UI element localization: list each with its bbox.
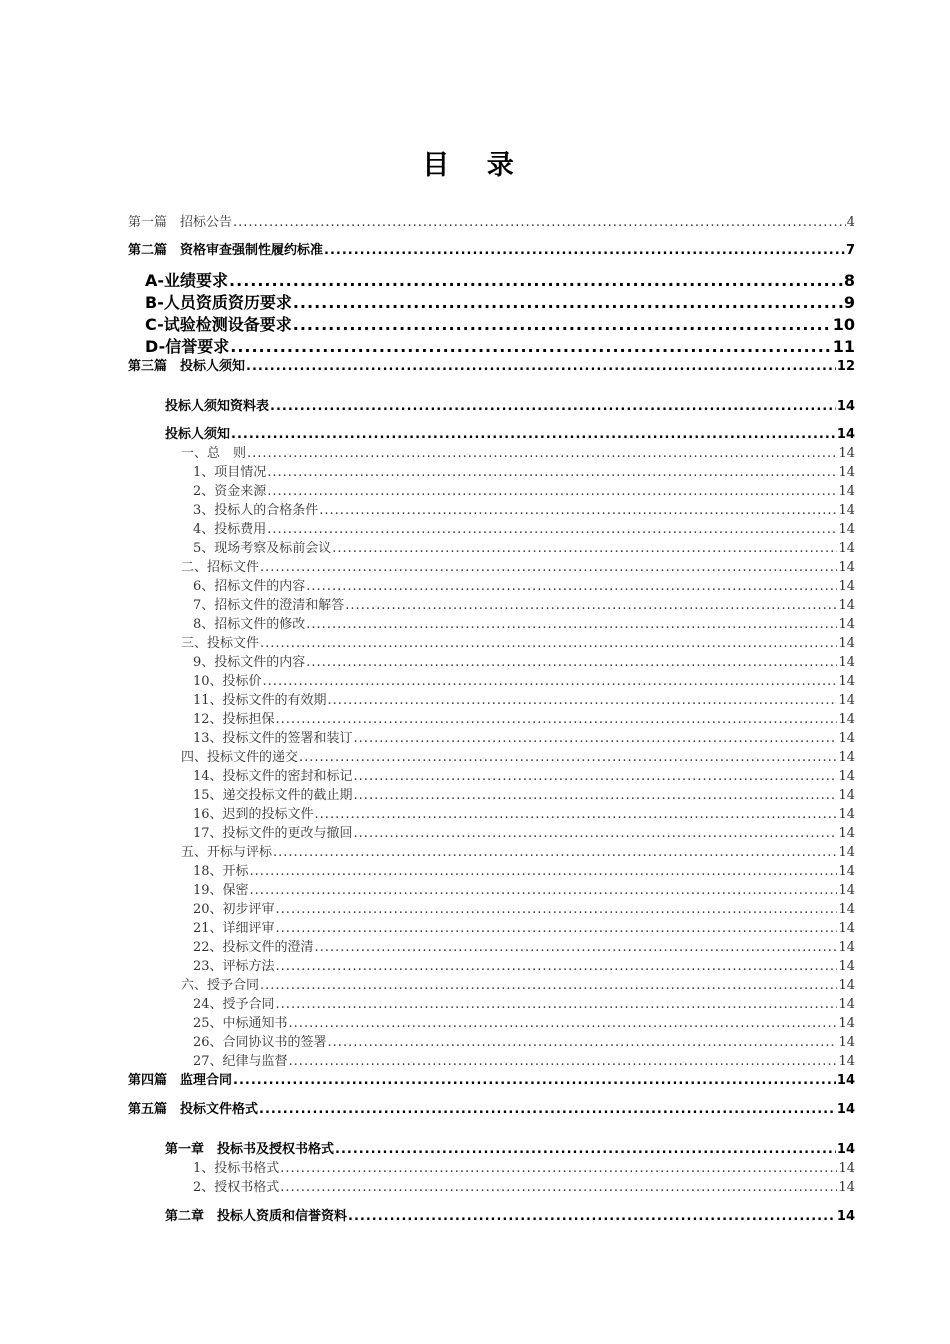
toc-entry[interactable] xyxy=(165,395,855,414)
toc-entry[interactable] xyxy=(193,765,855,784)
toc-entry[interactable] xyxy=(145,334,855,357)
toc-entry-label: 23、评标方法 xyxy=(193,959,275,974)
toc-page-number: 14 xyxy=(838,845,855,860)
toc-dot-leader xyxy=(293,293,843,312)
toc-page-number: 14 xyxy=(836,1073,855,1088)
toc-dot-leader xyxy=(250,864,838,879)
toc-dot-leader xyxy=(273,845,837,860)
toc-page-number: 14 xyxy=(838,731,855,746)
toc-page-number: 9 xyxy=(843,293,855,312)
toc-entry[interactable] xyxy=(181,746,855,765)
toc-entry[interactable] xyxy=(181,556,855,575)
toc-dot-leader xyxy=(306,617,837,632)
toc-page-number: 14 xyxy=(836,1142,855,1157)
toc-entry-label: B-人员资质资历要求 xyxy=(145,293,292,312)
toc-entry[interactable] xyxy=(128,239,855,258)
toc-page-number: 14 xyxy=(838,864,855,879)
toc-entry-label: 1、项目情况 xyxy=(193,465,267,480)
toc-entry-label: 24、授予合同 xyxy=(193,997,275,1012)
toc-entry[interactable] xyxy=(145,268,855,291)
toc-page-number: 14 xyxy=(838,921,855,936)
toc-page-number: 14 xyxy=(838,1180,855,1195)
toc-dot-leader xyxy=(233,215,846,230)
toc-dot-leader xyxy=(247,446,837,461)
toc-page-number: 14 xyxy=(838,617,855,632)
toc-entry-label: 20、初步评审 xyxy=(193,902,275,917)
toc-dot-leader xyxy=(293,315,832,334)
toc-entry-label: 第二篇 资格审查强制性履约标准 xyxy=(128,243,324,258)
toc-dot-leader xyxy=(335,1142,836,1157)
toc-dot-leader xyxy=(231,427,836,442)
toc-entry[interactable] xyxy=(165,423,855,442)
toc-page-number: 14 xyxy=(838,883,855,898)
toc-entry[interactable] xyxy=(165,1205,855,1224)
toc-entry[interactable] xyxy=(193,917,855,936)
toc-entry[interactable] xyxy=(193,708,855,727)
toc-dot-leader xyxy=(260,560,837,575)
toc-entry[interactable] xyxy=(193,613,855,632)
toc-dot-leader xyxy=(306,655,837,670)
toc-page-number: 14 xyxy=(838,997,855,1012)
toc-entry[interactable] xyxy=(193,1031,855,1050)
toc-dot-leader xyxy=(259,1102,836,1117)
toc-dot-leader xyxy=(276,712,838,727)
toc-entry-label: 二、招标文件 xyxy=(181,560,260,575)
toc-entry[interactable] xyxy=(193,1157,855,1176)
toc-entry-label: C-试验检测设备要求 xyxy=(145,315,292,334)
toc-entry[interactable] xyxy=(193,898,855,917)
toc-dot-leader xyxy=(229,271,843,290)
toc-entry[interactable] xyxy=(181,841,855,860)
toc-dot-leader xyxy=(328,693,838,708)
toc-entry[interactable] xyxy=(193,727,855,746)
toc-entry-label: 8、招标文件的修改 xyxy=(193,617,306,632)
toc-entry-label: 13、投标文件的签署和装订 xyxy=(193,731,353,746)
page-title: 目 录 xyxy=(422,150,528,181)
toc-entry[interactable] xyxy=(145,312,855,335)
toc-page-number: 14 xyxy=(838,712,855,727)
toc-page-number: 14 xyxy=(838,560,855,575)
toc-page-number: 14 xyxy=(838,636,855,651)
toc-dot-leader xyxy=(354,731,838,746)
toc-entry[interactable] xyxy=(193,803,855,822)
toc-entry[interactable] xyxy=(193,689,855,708)
toc-dot-leader xyxy=(276,959,838,974)
toc-dot-leader xyxy=(280,1161,837,1176)
toc-entry[interactable] xyxy=(193,1176,855,1195)
toc-entry[interactable] xyxy=(128,1098,855,1117)
toc-entry-label: 第一篇 招标公告 xyxy=(128,215,233,230)
toc-entry[interactable] xyxy=(181,974,855,993)
toc-dot-leader xyxy=(230,337,832,356)
toc-dot-leader xyxy=(276,902,838,917)
toc-dot-leader xyxy=(319,503,837,518)
toc-entry-label: 5、现场考察及标前会议 xyxy=(193,541,332,556)
toc-entry-label: 11、投标文件的有效期 xyxy=(193,693,327,708)
toc-entry[interactable] xyxy=(193,499,855,518)
toc-dot-leader xyxy=(315,807,838,822)
toc-page-number: 14 xyxy=(838,750,855,765)
toc-entry-label: 第四篇 监理合同 xyxy=(128,1073,233,1088)
toc-entry[interactable] xyxy=(193,879,855,898)
toc-entry-label: 21、详细评审 xyxy=(193,921,275,936)
toc-page-number: 14 xyxy=(838,769,855,784)
toc-entry-label: 3、投标人的合格条件 xyxy=(193,503,319,518)
toc-entry-label: 五、开标与评标 xyxy=(181,845,273,860)
toc-entry[interactable] xyxy=(193,860,855,879)
toc-dot-leader xyxy=(280,1180,837,1195)
toc-page-number: 14 xyxy=(838,959,855,974)
toc-entry-label: 26、合同协议书的签署 xyxy=(193,1035,327,1050)
toc-entry[interactable] xyxy=(193,537,855,556)
toc-entry-label: 三、投标文件 xyxy=(181,636,260,651)
toc-entry-label: 25、中标通知书 xyxy=(193,1016,288,1031)
toc-entry-label: 第二章 投标人资质和信誉资料 xyxy=(165,1209,348,1224)
toc-entry-label: 第一章 投标书及授权书格式 xyxy=(165,1142,335,1157)
toc-entry-label: 9、投标文件的内容 xyxy=(193,655,306,670)
toc-entry-label: 12、投标担保 xyxy=(193,712,275,727)
toc-dot-leader xyxy=(276,997,838,1012)
toc-page-number: 14 xyxy=(838,940,855,955)
toc-entry[interactable] xyxy=(128,1069,855,1088)
toc-page-number: 12 xyxy=(836,359,855,374)
toc-dot-leader xyxy=(246,359,836,374)
toc-page-number: 14 xyxy=(838,788,855,803)
toc-page-number: 7 xyxy=(845,243,855,258)
toc-page-number: 14 xyxy=(836,1102,855,1117)
toc-entry[interactable] xyxy=(193,936,855,955)
toc-entry-label: 18、开标 xyxy=(193,864,249,879)
toc-page-number: 4 xyxy=(846,215,855,230)
toc-dot-leader xyxy=(260,636,837,651)
toc-dot-leader xyxy=(233,1073,836,1088)
toc-entry[interactable] xyxy=(193,480,855,499)
toc-entry-label: 一、总 则 xyxy=(181,446,247,461)
toc-dot-leader xyxy=(276,921,838,936)
toc-entry[interactable] xyxy=(193,670,855,689)
toc-dot-leader xyxy=(328,1035,838,1050)
toc-page-number: 14 xyxy=(838,541,855,556)
toc-dot-leader xyxy=(306,579,837,594)
toc-dot-leader xyxy=(299,750,837,765)
toc-dot-leader xyxy=(263,674,838,689)
toc-page-number: 8 xyxy=(843,271,855,290)
toc-page-number: 14 xyxy=(838,522,855,537)
toc-page-number: 14 xyxy=(836,427,855,442)
toc-entry-label: 四、投标文件的递交 xyxy=(181,750,299,765)
toc-page-number: 14 xyxy=(838,446,855,461)
toc-entry-label: 16、迟到的投标文件 xyxy=(193,807,314,822)
toc-page-number: 14 xyxy=(838,503,855,518)
toc-entry-label: 19、保密 xyxy=(193,883,249,898)
toc-entry-label: 17、投标文件的更改与撤回 xyxy=(193,826,353,841)
toc-entry-label: 2、授权书格式 xyxy=(193,1180,280,1195)
toc-entry[interactable] xyxy=(193,955,855,974)
toc-dot-leader xyxy=(267,522,837,537)
toc-entry[interactable] xyxy=(193,461,855,480)
toc-entry[interactable] xyxy=(165,1138,855,1157)
toc-dot-leader xyxy=(289,1016,838,1031)
toc-page-number: 14 xyxy=(838,484,855,499)
toc-page-number: 14 xyxy=(838,598,855,613)
toc-entry-label: 第三篇 投标人须知 xyxy=(128,359,246,374)
toc-entry[interactable] xyxy=(181,632,855,651)
toc-entry[interactable] xyxy=(193,651,855,670)
toc-page-number: 14 xyxy=(838,1035,855,1050)
toc-dot-leader xyxy=(345,598,837,613)
toc-entry[interactable] xyxy=(193,518,855,537)
toc-page-number: 11 xyxy=(832,337,855,356)
toc-entry-label: 投标人须知资料表 xyxy=(165,399,270,414)
toc-entry-label: 2、资金来源 xyxy=(193,484,267,499)
toc-entry-label: 4、投标费用 xyxy=(193,522,267,537)
toc-page-number: 14 xyxy=(836,1209,855,1224)
toc-page-number: 14 xyxy=(838,1016,855,1031)
toc-entry-label: 六、授予合同 xyxy=(181,978,260,993)
toc-entry[interactable] xyxy=(193,1050,855,1069)
toc-page-number: 14 xyxy=(838,902,855,917)
toc-page-number: 14 xyxy=(838,1161,855,1176)
toc-entry-label: 6、招标文件的内容 xyxy=(193,579,306,594)
toc-dot-leader xyxy=(270,399,836,414)
toc-entry[interactable] xyxy=(145,290,855,313)
toc-entry[interactable] xyxy=(193,1012,855,1031)
toc-entry[interactable] xyxy=(193,822,855,841)
toc-dot-leader xyxy=(267,465,837,480)
toc-dot-leader xyxy=(250,883,838,898)
toc-entry-label: D-信誉要求 xyxy=(145,337,230,356)
toc-entry-label: 1、投标书格式 xyxy=(193,1161,280,1176)
toc-entry-label: 14、投标文件的密封和标记 xyxy=(193,769,353,784)
toc-entry[interactable] xyxy=(193,993,855,1012)
toc-entry[interactable] xyxy=(193,575,855,594)
toc-dot-leader xyxy=(332,541,837,556)
toc-entry-label: 投标人须知 xyxy=(165,427,231,442)
toc-dot-leader xyxy=(354,769,838,784)
toc-page-number: 14 xyxy=(838,655,855,670)
toc-page-number: 14 xyxy=(838,1054,855,1069)
toc-dot-leader xyxy=(354,826,838,841)
toc-entry-label: A-业绩要求 xyxy=(145,271,229,290)
toc-dot-leader xyxy=(348,1209,836,1224)
toc-dot-leader xyxy=(260,978,837,993)
toc-dot-leader xyxy=(267,484,837,499)
toc-page-number: 14 xyxy=(836,399,855,414)
toc-entry-label: 7、招标文件的澄清和解答 xyxy=(193,598,345,613)
toc-dot-leader xyxy=(315,940,838,955)
toc-entry[interactable] xyxy=(193,784,855,803)
toc-page-number: 10 xyxy=(832,315,855,334)
toc-entry[interactable] xyxy=(128,211,855,230)
toc-entry[interactable] xyxy=(128,355,855,374)
toc-entry[interactable] xyxy=(181,442,855,461)
toc-entry-label: 27、纪律与监督 xyxy=(193,1054,288,1069)
toc-dot-leader xyxy=(289,1054,838,1069)
toc-dot-leader xyxy=(324,243,845,258)
toc-page-number: 14 xyxy=(838,807,855,822)
toc-page-number: 14 xyxy=(838,579,855,594)
toc-entry-label: 第五篇 投标文件格式 xyxy=(128,1102,259,1117)
toc-page-number: 14 xyxy=(838,693,855,708)
toc-page-number: 14 xyxy=(838,465,855,480)
toc-page-number: 14 xyxy=(838,674,855,689)
toc-entry[interactable] xyxy=(193,594,855,613)
toc-entry-label: 10、投标价 xyxy=(193,674,262,689)
toc-page-number: 14 xyxy=(838,826,855,841)
toc-dot-leader xyxy=(354,788,838,803)
toc-entry-label: 15、递交投标文件的截止期 xyxy=(193,788,353,803)
toc-entry-label: 22、投标文件的澄清 xyxy=(193,940,314,955)
toc-page-number: 14 xyxy=(838,978,855,993)
